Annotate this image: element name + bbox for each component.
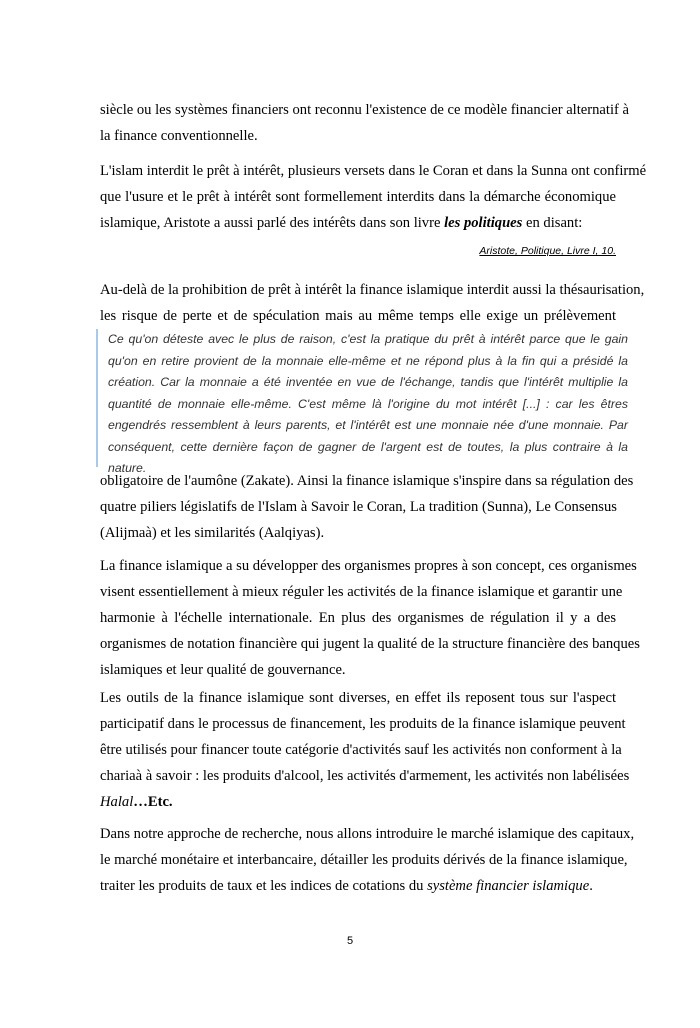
book-title: les politiques bbox=[444, 215, 523, 231]
quote-line: qu'on en retire provient de la monnaie elle-même et ne répond plus à la fin qui a présidé la bbox=[108, 353, 628, 368]
paragraph-line: organismes de notation financière qui jugent la qualité de la structure financière des banques bbox=[100, 636, 640, 652]
quote-line: quantité de monnaie elle-même. C'est même là l'origine du mot intérêt [...] : car les êtres bbox=[108, 396, 628, 411]
paragraph-line: obligatoire de l'aumône (Zakate). Ainsi la finance islamique s'inspire dans sa régulation des bbox=[100, 473, 634, 489]
paragraph-line: que l'usure et le prêt à intérêt sont formellement interdits dans la démarche économique bbox=[100, 189, 616, 205]
paragraph-5 bbox=[100, 553, 640, 683]
paragraph-line: chariaà à savoir : les produits d'alcool, les activités d'armement, les activités non labélisées bbox=[100, 768, 630, 784]
citation: Aristote, Politique, Livre I, 10. bbox=[479, 245, 616, 257]
paragraph-line: harmonie à l'échelle internationale. En plus des organismes de régulation il y a des bbox=[100, 610, 616, 626]
paragraph-line: les risque de perte et de spéculation mais au même temps elle exige un prélèvement bbox=[100, 308, 616, 324]
quote-line: création. Car la monnaie a été inventée en vue de l'échange, tandis que l'intérêt multiplie la bbox=[108, 375, 628, 389]
paragraph-line: (Alijmaà) et les similarités (Aalqiyas). bbox=[100, 525, 325, 541]
paragraph-line: Au-delà de la prohibition de prêt à intérêt la finance islamique interdit aussi la thésaurisation, bbox=[100, 282, 645, 298]
quote-line: nature. bbox=[108, 461, 147, 475]
paragraph-6 bbox=[100, 685, 630, 815]
quote-block bbox=[96, 329, 628, 475]
quote-line: conséquent, cette dernière façon de gagner de l'argent est de toutes, la plus contraire à la bbox=[108, 439, 628, 454]
paragraph-line: Les outils de la finance islamique sont diverses, en effet ils reposent tous sur l'aspect bbox=[100, 690, 616, 706]
paragraph-line bbox=[100, 873, 616, 899]
paragraph-line: visent essentiellement à mieux réguler les activités de la finance islamique et garantir une bbox=[100, 584, 623, 600]
paragraph-4 bbox=[100, 468, 634, 546]
text-run: traiter les produits de taux et les indices de cotations du bbox=[100, 878, 428, 894]
paragraph-line: la finance conventionnelle. bbox=[100, 128, 258, 144]
paragraph-line bbox=[100, 210, 616, 236]
text-run: islamique, Aristote a aussi parlé des intérêts dans son livre bbox=[100, 215, 445, 231]
italic-term: Halal bbox=[100, 794, 134, 810]
text-run: . bbox=[589, 878, 593, 894]
bold-term: …Etc. bbox=[133, 794, 173, 810]
paragraph-line: siècle ou les systèmes financiers ont reconnu l'existence de ce modèle financier alternatif à bbox=[100, 102, 629, 118]
text-run: en disant: bbox=[522, 215, 583, 231]
paragraph-line: Dans notre approche de recherche, nous allons introduire le marché islamique des capitaux, bbox=[100, 826, 635, 842]
paragraph-2 bbox=[100, 158, 647, 236]
paragraph-line: islamiques et leur qualité de gouvernance. bbox=[100, 662, 346, 678]
paragraph-line: L'islam interdit le prêt à intérêt, plusieurs versets dans le Coran et dans la Sunna ont confirmé bbox=[100, 163, 647, 179]
paragraph-line: La finance islamique a su développer des organismes propres à son concept, ces organismes bbox=[100, 558, 637, 574]
paragraph-3 bbox=[100, 277, 645, 329]
page-number: 5 bbox=[346, 935, 354, 947]
paragraph-line bbox=[100, 789, 616, 815]
paragraph-line: être utilisés pour financer toute catégorie d'activités sauf les activités non conforment à la bbox=[100, 742, 622, 758]
paragraph-1 bbox=[100, 97, 629, 149]
quote-line: engendrés ressemblent à leurs parents, et l'intérêt est une monnaie née d'une monnaie. Par bbox=[108, 418, 628, 432]
paragraph-line: le marché monétaire et interbancaire, détailler les produits dérivés de la finance islamique, bbox=[100, 852, 628, 868]
italic-term: système financier islamique bbox=[427, 878, 590, 894]
quote-line: Ce qu'on déteste avec le plus de raison, c'est la pratique du prêt à intérêt parce que le gain bbox=[108, 332, 628, 346]
paragraph-line: participatif dans le processus de financement, les produits de la finance islamique peuvent bbox=[100, 716, 626, 732]
paragraph-line: quatre piliers législatifs de l'Islam à Savoir le Coran, La tradition (Sunna), Le Consensus bbox=[100, 499, 617, 515]
paragraph-7 bbox=[100, 821, 635, 899]
